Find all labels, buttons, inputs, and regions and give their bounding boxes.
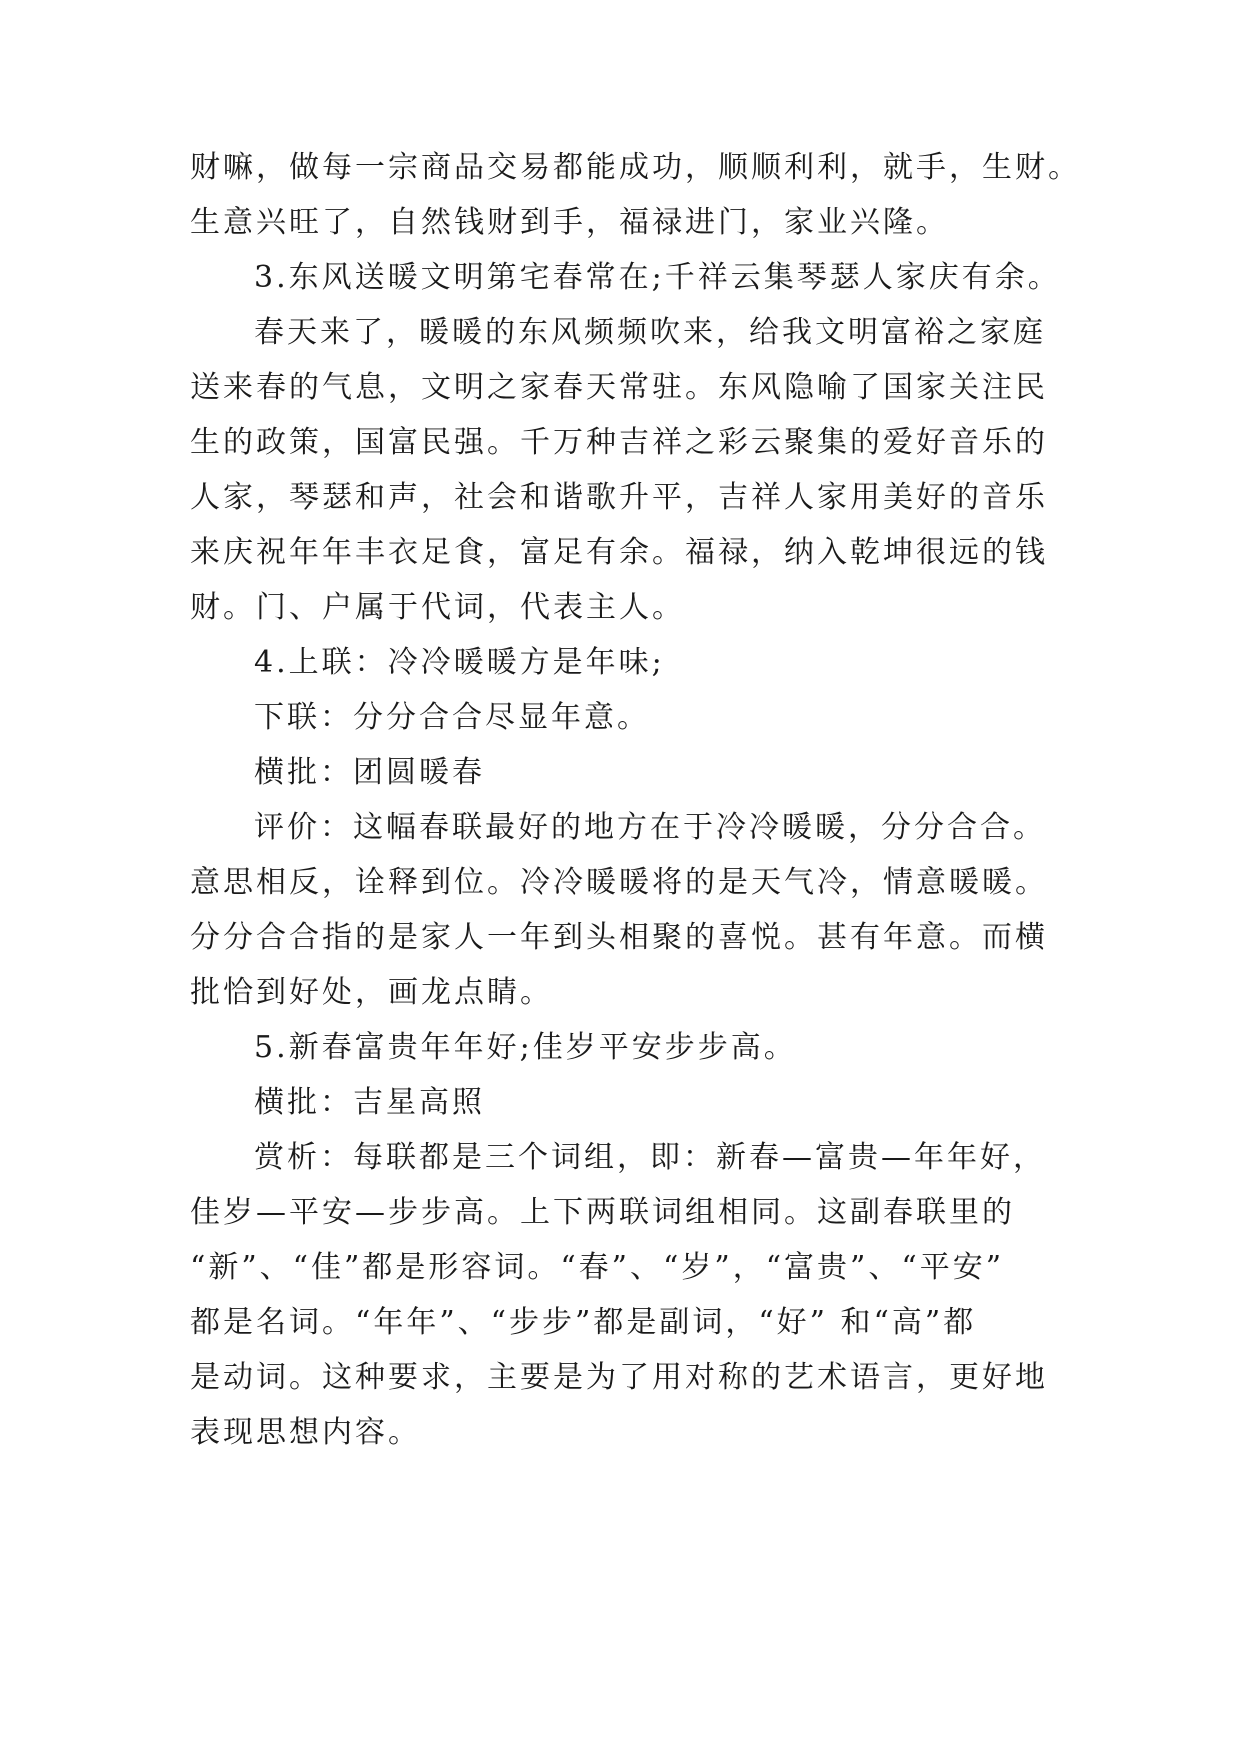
text-line: 3.东风送暖文明第宅春常在;千祥云集琴瑟人家庆有余。 — [254, 260, 1061, 295]
text-line: 财嘛，做每一宗商品交易都能成功，顺顺利利，就手，生财。 — [190, 150, 1081, 185]
text-line: 意思相反，诠释到位。冷冷暖暖将的是天气冷，情意暖暖。 — [190, 865, 1048, 900]
text-line: “新”、“佳”都是形容词。“春”、“岁”，“富贵”、“平安” — [190, 1250, 1005, 1285]
text-line: 赏析：每联都是三个词组，即：新春—富贵—年年好， — [254, 1140, 1046, 1175]
text-line: 财。门、户属于代词，代表主人。 — [190, 590, 685, 625]
text-line: 4.上联：冷冷暖暖方是年味; — [254, 645, 665, 680]
text-line: 表现思想内容。 — [190, 1415, 421, 1450]
text-line: 是动词。这种要求，主要是为了用对称的艺术语言，更好地 — [190, 1360, 1048, 1395]
text-line: 佳岁—平安—步步高。上下两联词组相同。这副春联里的 — [190, 1195, 1015, 1230]
text-line: 春天来了，暖暖的东风频频吹来，给我文明富裕之家庭 — [254, 315, 1046, 350]
text-line: 横批：吉星高照 — [254, 1085, 485, 1120]
text-line: 分分合合指的是家人一年到头相聚的喜悦。甚有年意。而横 — [190, 920, 1048, 955]
text-line: 5.新春富贵年年好;佳岁平安步步高。 — [254, 1030, 797, 1065]
text-line: 生的政策，国富民强。千万种吉祥之彩云聚集的爱好音乐的 — [190, 425, 1048, 460]
text-line: 评价：这幅春联最好的地方在于冷冷暖暖，分分合合。 — [254, 810, 1046, 845]
text-line: 批恰到好处，画龙点睛。 — [190, 975, 553, 1010]
text-line: 下联：分分合合尽显年意。 — [254, 700, 650, 735]
text-line: 人家，琴瑟和声，社会和谐歌升平，吉祥人家用美好的音乐 — [190, 480, 1048, 515]
text-line: 送来春的气息，文明之家春天常驻。东风隐喻了国家关注民 — [190, 370, 1048, 405]
text-line: 来庆祝年年丰衣足食，富足有余。福禄，纳入乾坤很远的钱 — [190, 535, 1048, 570]
text-line: 生意兴旺了，自然钱财到手，福禄进门，家业兴隆。 — [190, 205, 949, 240]
text-line: 都是名词。“年年”、“步步”都是副词，“好” 和“高”都 — [190, 1305, 977, 1340]
text-line: 横批：团圆暖春 — [254, 755, 485, 790]
